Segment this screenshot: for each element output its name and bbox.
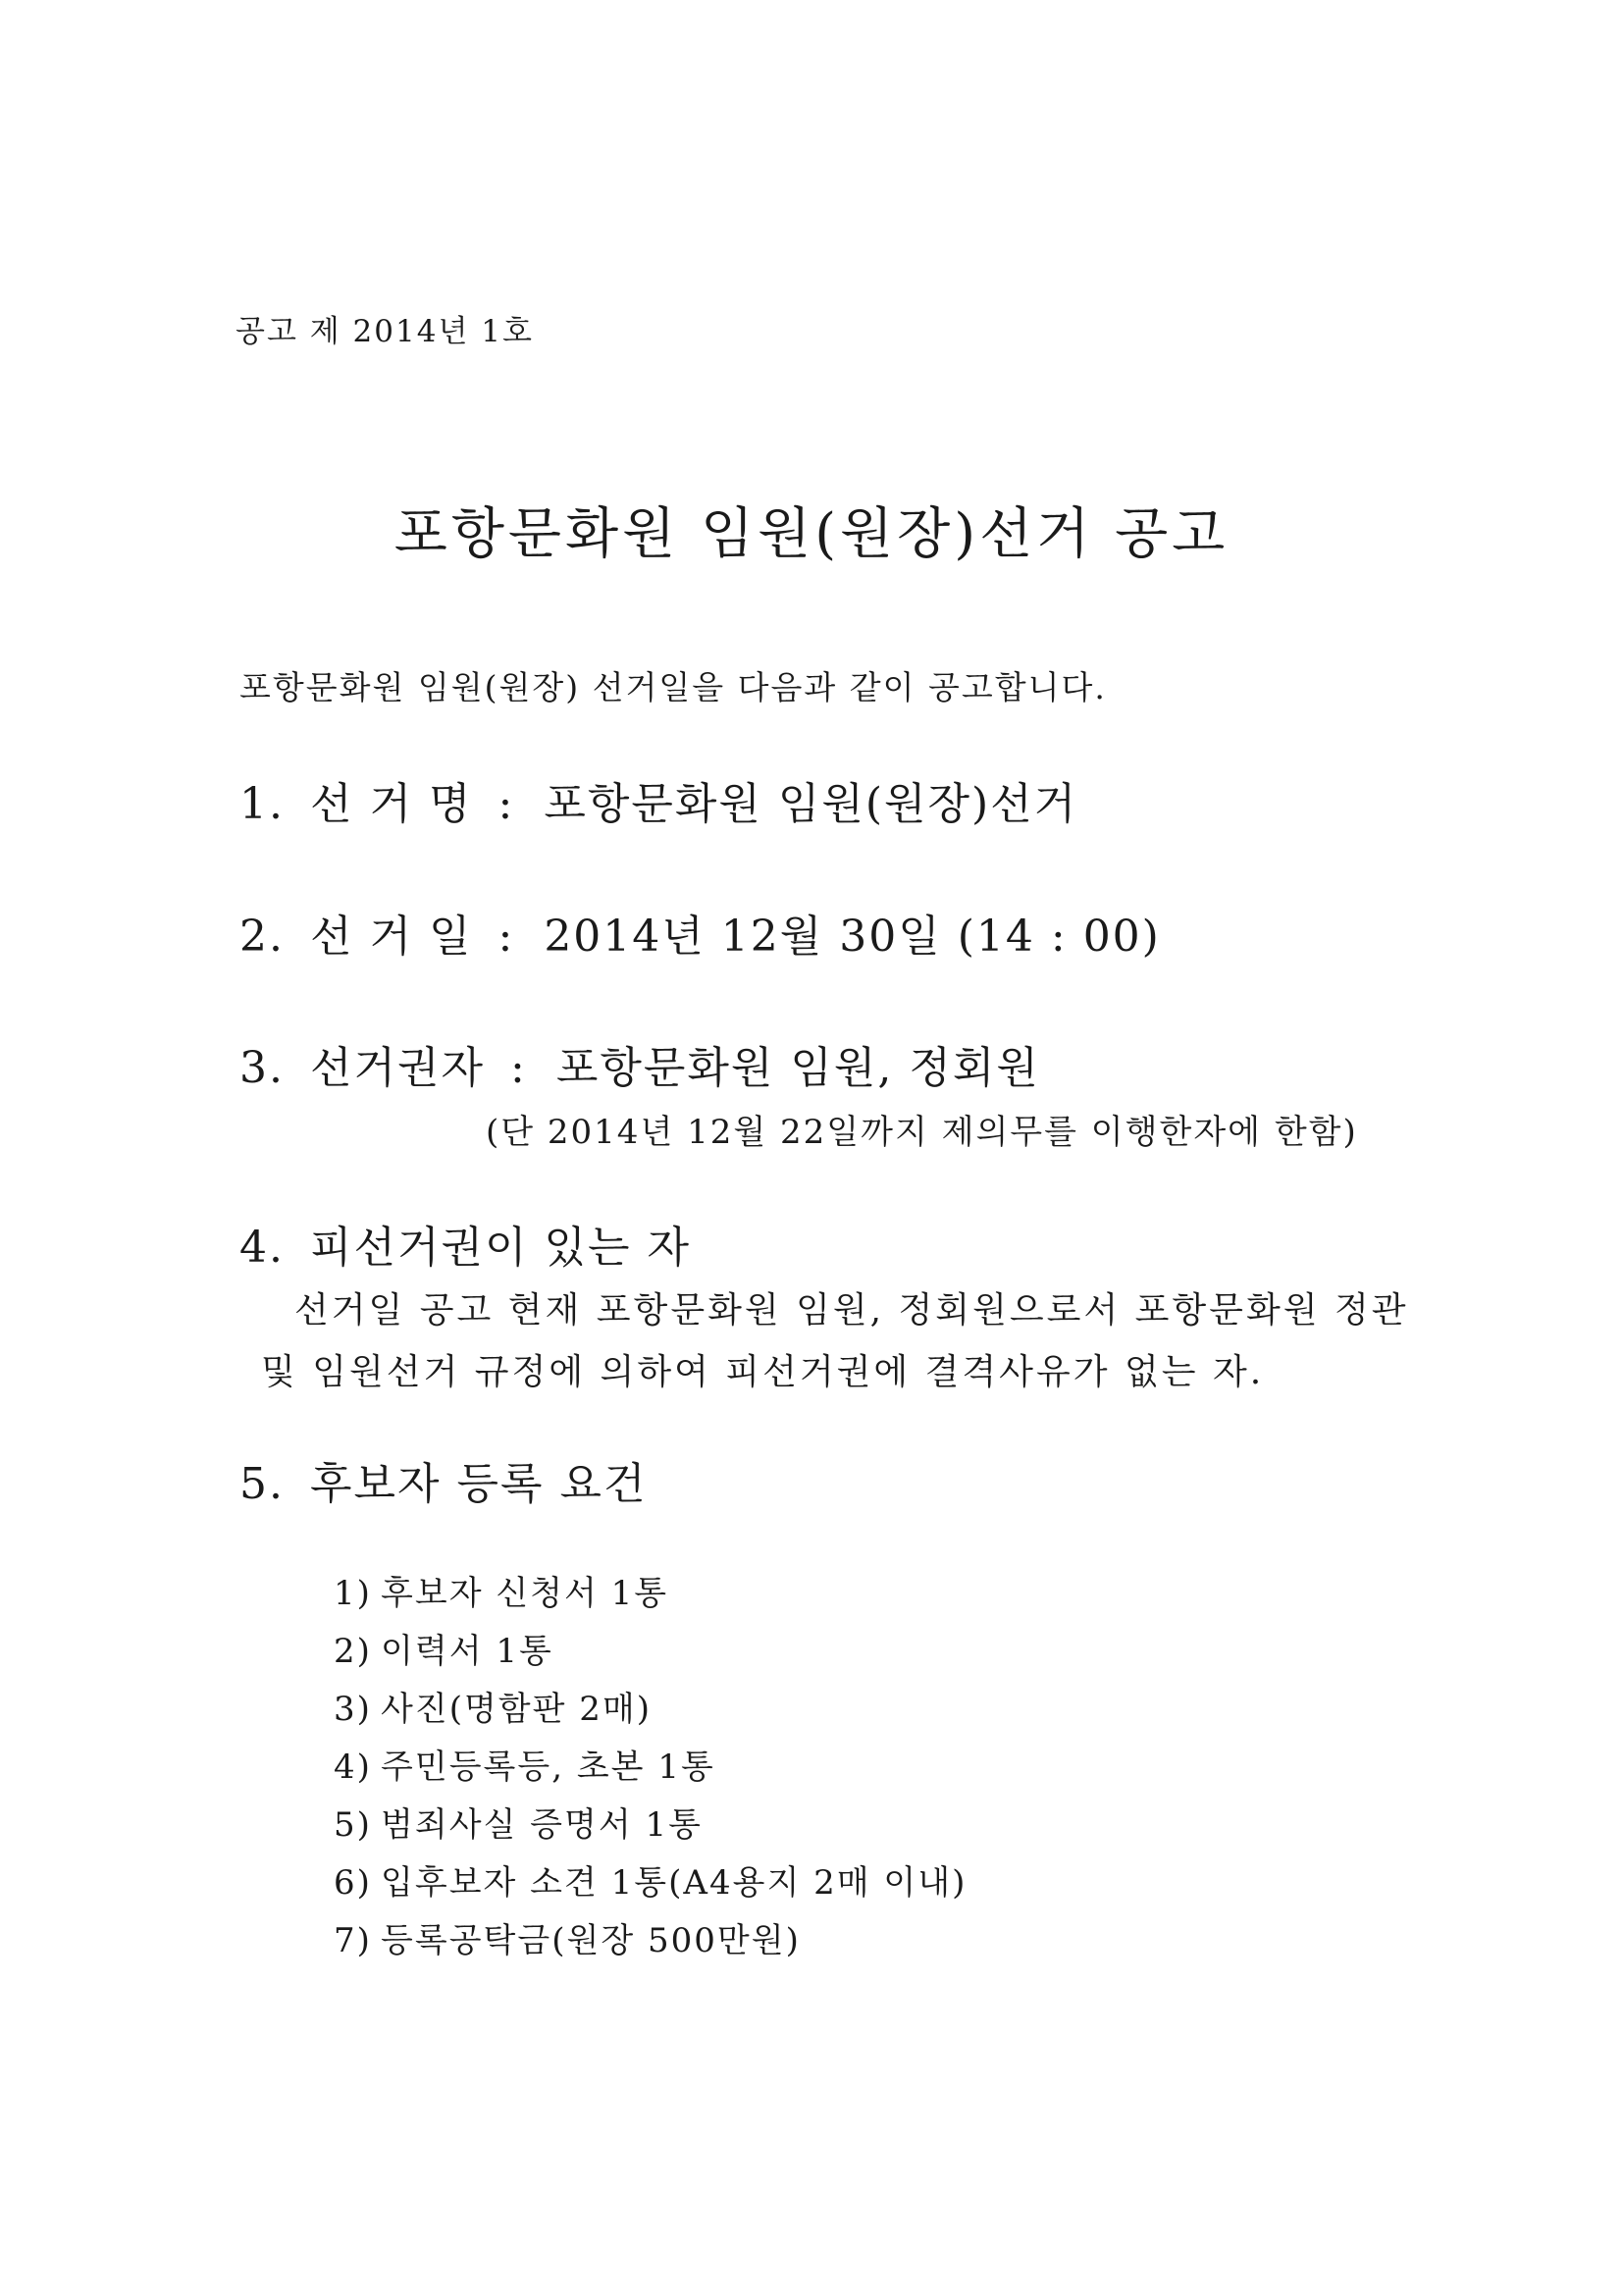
list-item	[334, 1681, 967, 1739]
item-election-date	[239, 901, 1161, 964]
document-title: 포항문화원 임원(원장)선거 공고	[393, 502, 1230, 566]
item-registration-requirements	[239, 1448, 648, 1511]
eligibility-line-2: 및 임원선거 규정에 의하여 피선거권에 결격사유가 없는 자.	[261, 1352, 1265, 1392]
list-item	[334, 1565, 967, 1623]
list-item-number: 6)	[334, 1863, 372, 1903]
voters-note: (단 2014년 12월 22일까지 제의무를 이행한자에 한함)	[486, 1113, 1358, 1152]
item-election-name	[239, 768, 1077, 831]
list-item	[334, 1797, 967, 1854]
item-label: 선 거 일	[310, 912, 473, 962]
list-item-text: 사진(명함판 2매)	[381, 1690, 653, 1729]
item-value: 포항문화원 임원, 정회원	[555, 1043, 1040, 1093]
intro-text: 포항문화원 임원(원장) 선거일을 다음과 같이 공고합니다.	[239, 668, 1107, 706]
item-number: 5.	[239, 1459, 285, 1509]
list-item-text: 주민등록등, 초본 1통	[381, 1748, 715, 1787]
list-item-text: 등록공탁금(원장 500만원)	[381, 1921, 801, 1960]
item-number: 3.	[239, 1043, 285, 1093]
item-label: 후보자 등록 요건	[310, 1459, 648, 1509]
item-number: 4.	[239, 1223, 285, 1273]
item-colon: :	[510, 1043, 527, 1093]
list-item-number: 2)	[334, 1632, 372, 1671]
item-eligible-candidates	[239, 1212, 691, 1275]
item-value: 2014년 12월 30일 (14 : 00)	[544, 912, 1161, 962]
list-item-text: 후보자 신청서 1통	[381, 1574, 669, 1613]
item-number: 1.	[239, 779, 285, 829]
eligibility-line-1: 선거일 공고 현재 포항문화원 임원, 정회원으로서 포항문화원 정관	[294, 1290, 1409, 1331]
list-item	[334, 1912, 967, 1970]
list-item-number: 5)	[334, 1805, 372, 1845]
requirements-list	[334, 1565, 967, 1970]
item-label: 선거권자	[310, 1043, 486, 1093]
notice-number: 공고 제 2014년 1호	[236, 314, 534, 349]
item-number: 2.	[239, 912, 285, 962]
list-item-text: 범죄사실 증명서 1통	[381, 1805, 703, 1845]
item-voters	[239, 1032, 1040, 1095]
item-value: 포항문화원 임원(원장)선거	[544, 779, 1078, 829]
item-label: 피선거권이 있는 자	[310, 1223, 692, 1273]
list-item-number: 3)	[334, 1690, 372, 1729]
list-item	[334, 1854, 967, 1912]
list-item-number: 1)	[334, 1574, 372, 1613]
list-item	[334, 1623, 967, 1681]
list-item-number: 4)	[334, 1748, 372, 1787]
list-item-number: 7)	[334, 1921, 372, 1960]
list-item	[334, 1739, 967, 1797]
list-item-text: 입후보자 소견 1통(A4용지 2매 이내)	[381, 1863, 968, 1903]
item-colon: :	[497, 779, 515, 829]
list-item-text: 이력서 1통	[381, 1632, 553, 1671]
item-label: 선 거 명	[310, 779, 473, 829]
item-colon: :	[497, 912, 515, 962]
